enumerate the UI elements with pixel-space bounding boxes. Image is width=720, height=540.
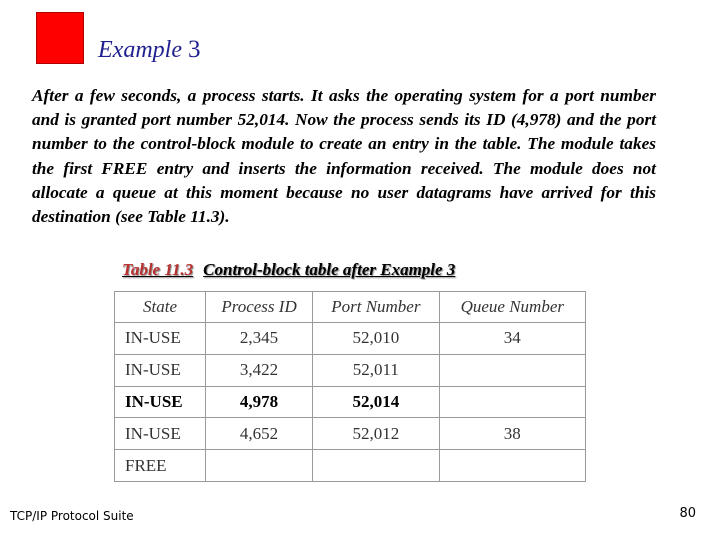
example-number: 3 [187,36,201,63]
cell-process-id: 3,422 [206,354,313,386]
cell-process-id: 4,978 [206,386,313,418]
table-row [115,450,586,482]
cell-state: IN-USE [115,386,206,418]
table-caption [122,260,455,280]
cell-queue-number: 38 [439,418,585,450]
cell-port-number: 52,014 [313,386,440,418]
cell-state: IN-USE [115,354,206,386]
header-port-number: Port Number [313,292,440,323]
table-row [115,323,586,355]
cell-state: IN-USE [115,323,206,355]
cell-process-id [206,450,313,482]
footer-book-title: TCP/IP Protocol Suite [10,509,134,523]
example-label: Example [98,37,182,63]
cell-queue-number: 34 [439,323,585,355]
table-row [115,354,586,386]
body-paragraph: After a few seconds, a process starts. It asks the operating system for a port number and is granted port number 52,014. Now the process sends its ID (4,978) and the port number to the control-block module to create an entry in the table. The module takes the first FREE entry and inserts the information received. The module does not allocate a queue at this moment because no user datagrams have arrived for this destination (see Table 11.3). [32,86,656,227]
table-row [115,418,586,450]
table-caption-label: Table 11.3 [122,260,194,279]
cell-state: FREE [115,450,206,482]
red-square-decoration [36,12,84,64]
control-block-table [114,291,586,482]
example-title [98,36,200,64]
cell-queue-number [439,450,585,482]
cell-port-number: 52,010 [313,323,440,355]
header-queue-number: Queue Number [439,292,585,323]
cell-process-id: 2,345 [206,323,313,355]
table-row-highlighted [115,386,586,418]
page-number: 80 [679,506,696,521]
table-caption-title: Control-block table after Example 3 [203,260,456,279]
cell-process-id: 4,652 [206,418,313,450]
header-state: State [115,292,206,323]
cell-port-number: 52,011 [313,354,440,386]
cell-state: IN-USE [115,418,206,450]
cell-queue-number [439,354,585,386]
cell-port-number: 52,012 [313,418,440,450]
header-process-id: Process ID [206,292,313,323]
cell-port-number [313,450,440,482]
cell-queue-number [439,386,585,418]
table-header-row [115,292,586,323]
